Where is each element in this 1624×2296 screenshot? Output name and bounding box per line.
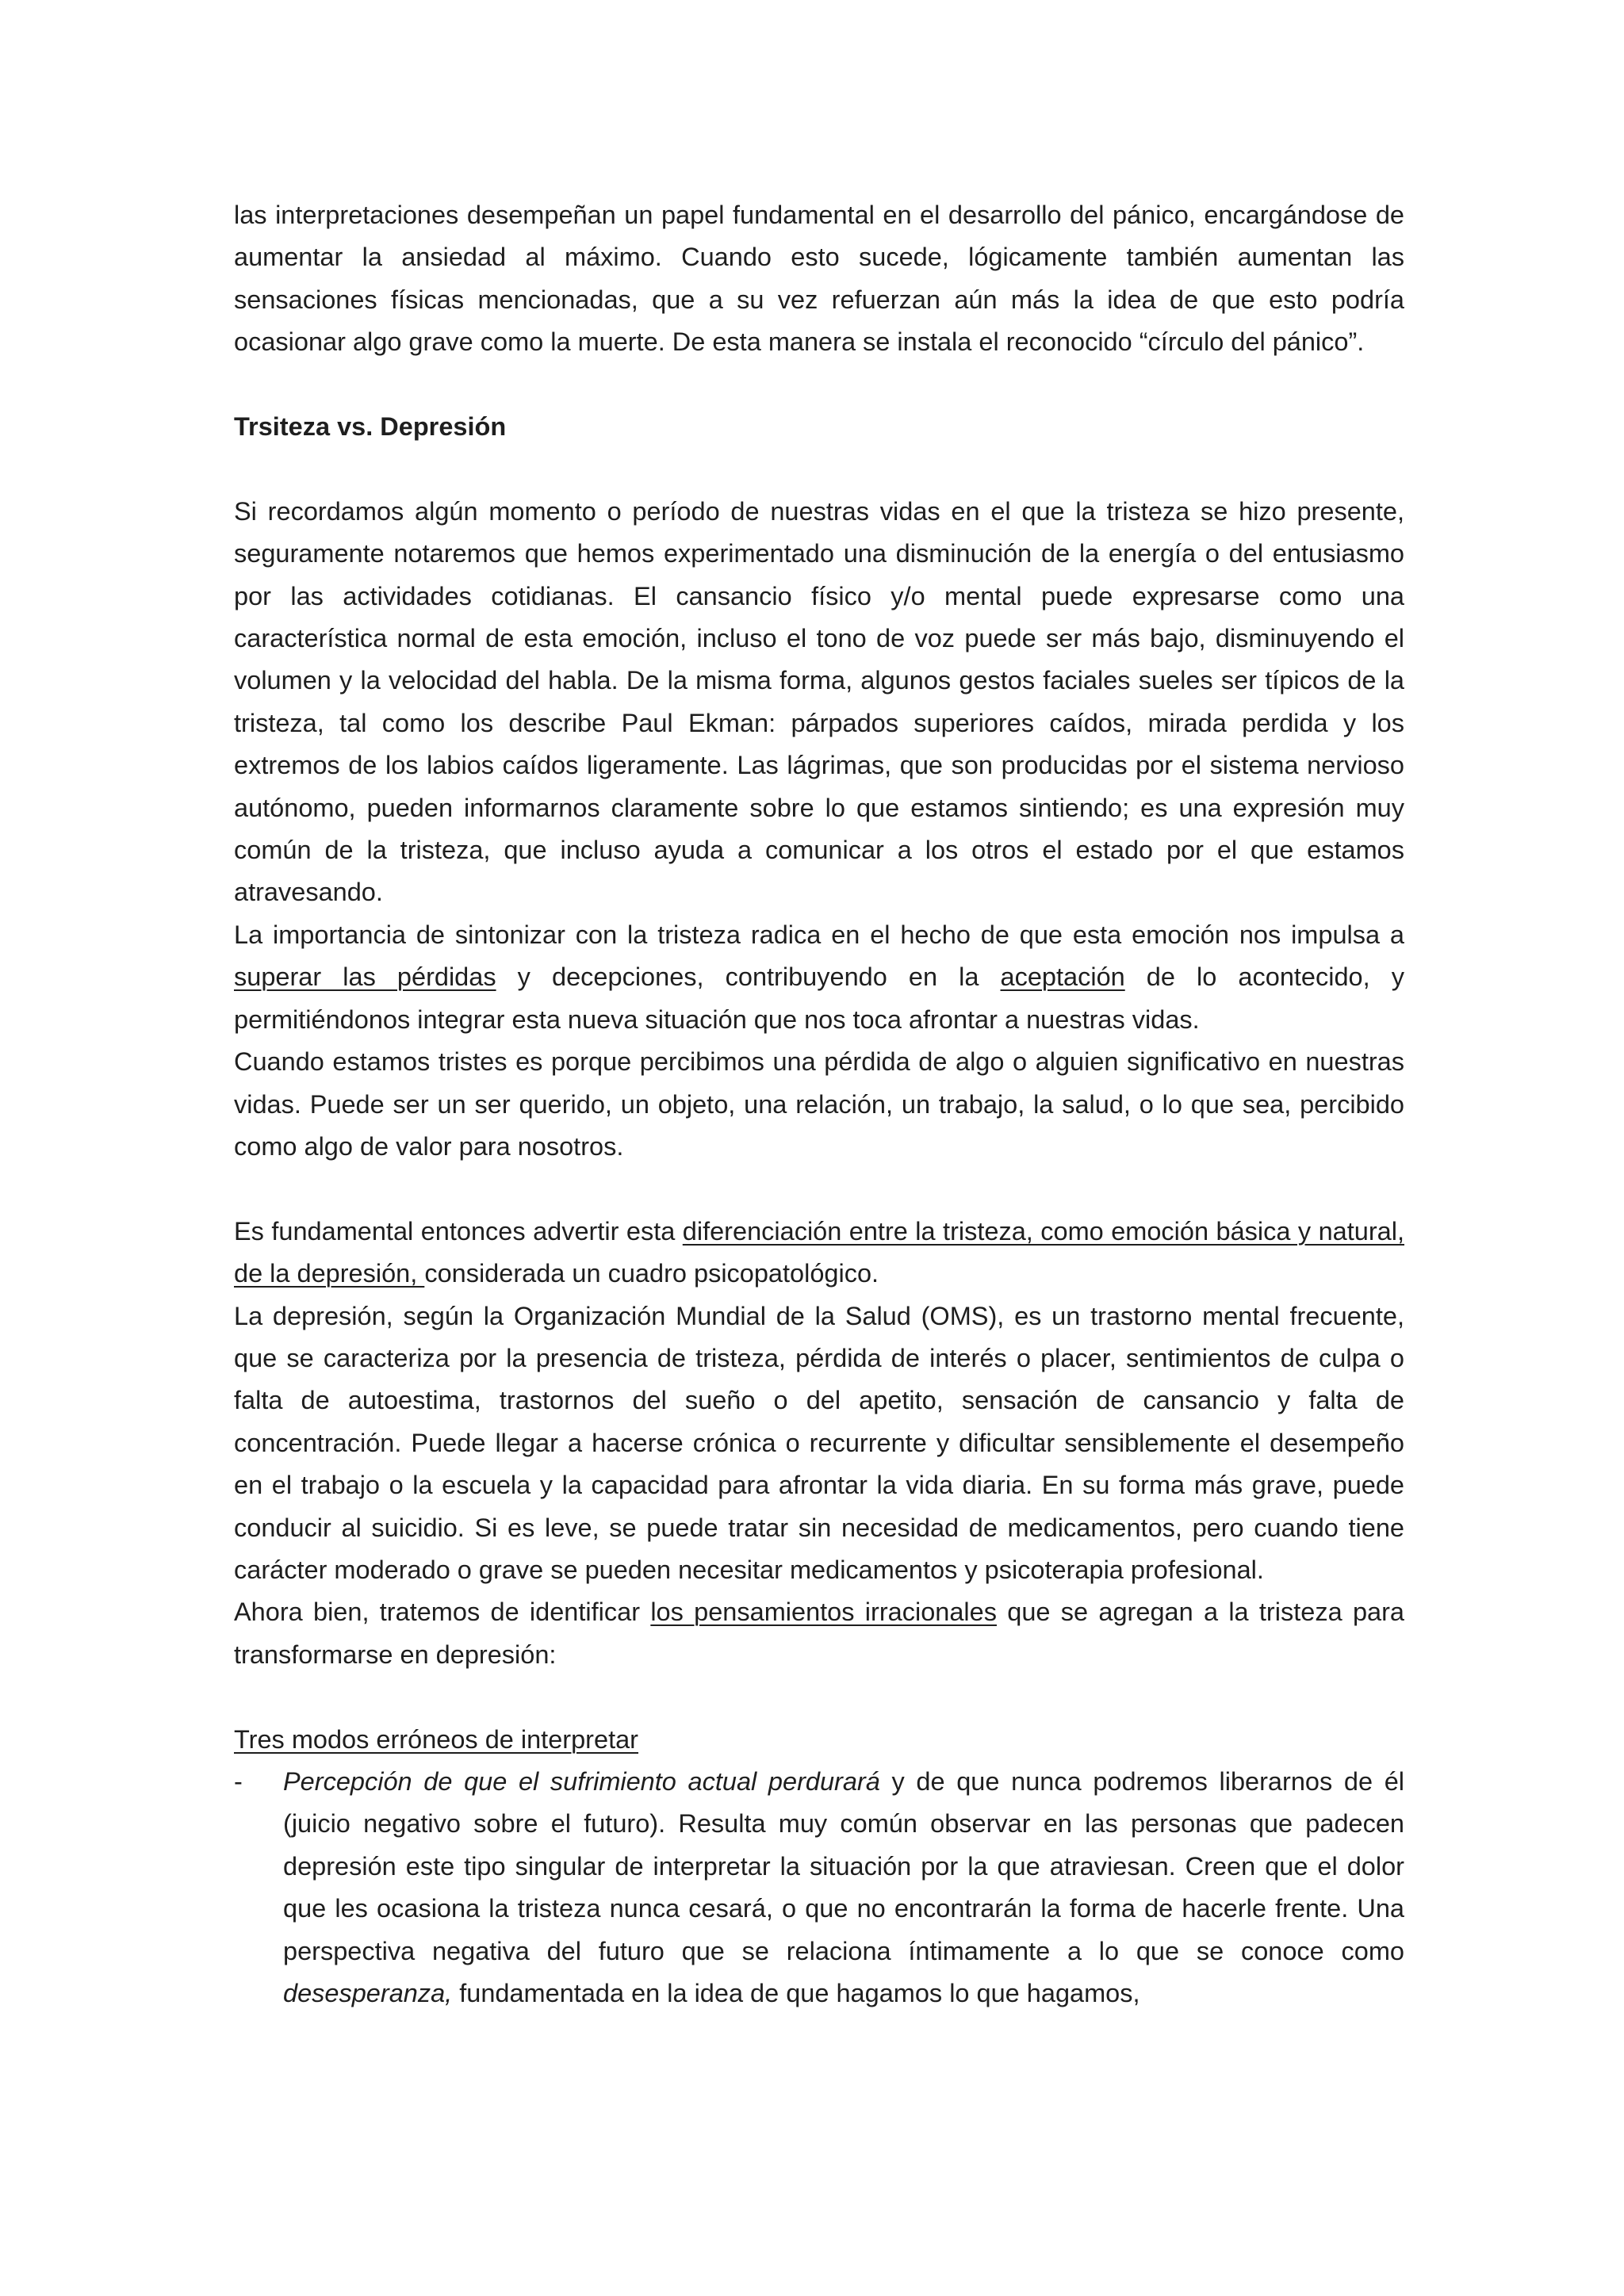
underlined-phrase: superar las pérdidas bbox=[234, 962, 496, 992]
paragraph-importancia bbox=[234, 914, 1404, 1041]
paragraph-tristeza: Si recordamos algún momento o período de nuestras vidas en el que la tristeza se hizo presente, seguramente notaremos que hemos experimentado una disminución de la energía o del entusiasmo por las actividades cotidianas. El cansancio físico y/o mental puede expresarse como una característica normal de esta emoción, incluso el tono de voz puede ser más bajo, disminuyendo el volumen y la velocidad del habla. De la misma forma, algunos gestos faciales sueles ser típicos de la tristeza, tal como los describe Paul Ekman: párpados superiores caídos, mirada perdida y los extremos de los labios caídos ligeramente. Las lágrimas, que son producidas por el sistema nervioso autónomo, pueden informarnos claramente sobre lo que estamos sintiendo; es una expresión muy común de la tristeza, que incluso ayuda a comunicar a los otros el estado por el que estamos atravesando. bbox=[234, 496, 1404, 907]
paragraph-spacer bbox=[234, 364, 1404, 406]
text-run: Es fundamental entonces advertir esta bbox=[234, 1216, 683, 1246]
paragraph-cuando: Cuando estamos tristes es porque percibimos una pérdida de algo o alguien significativo en nuestras vidas. Puede ser un ser querido, un objeto, una relación, un trabajo, la salud, o lo que sea, percibido como algo de valor para nosotros. bbox=[234, 1047, 1404, 1161]
paragraph-fundamental bbox=[234, 1211, 1404, 1295]
text-run: La importancia de sintonizar con la tristeza radica en el hecho de que esta emoción nos impulsa a bbox=[234, 920, 1404, 949]
paragraph-spacer bbox=[234, 1676, 1404, 1718]
bullet-list bbox=[234, 1761, 1404, 2015]
paragraph-depresion: La depresión, según la Organización Mundial de la Salud (OMS), es un trastorno mental frecuente, que se caracteriza por la presencia de tristeza, pérdida de interés o placer, sentimientos de culpa o falta de autoestima, trastornos del sueño o del apetito, sensación de cansancio y falta de concentración. Puede llegar a hacerse crónica o recurrente y dificultar sensiblemente el desempeño en el trabajo o la escuela y la capacidad para afrontar la vida diaria. En su forma más grave, puede conducir al suicidio. Si es leve, se puede tratar sin necesidad de medicamentos, pero cuando tiene carácter moderado o grave se pueden necesitar medicamentos y psicoterapia profesional. bbox=[234, 1301, 1404, 1584]
paragraph-ahora bbox=[234, 1591, 1404, 1676]
underlined-phrase: diferenciación entre la tristeza, como emoción básica y natural, de la depresión, bbox=[234, 1216, 1405, 1288]
section-heading: Trsiteza vs. Depresión bbox=[234, 412, 507, 442]
italic-phrase: Percepción de que el sufrimiento actual perdurará bbox=[283, 1766, 880, 1796]
text-run: que se agregan a la tristeza para transformarse en depresión: bbox=[234, 1598, 1404, 1669]
paragraph-spacer bbox=[234, 448, 1404, 490]
text-run: y decepciones, contribuyendo en la bbox=[496, 962, 1001, 992]
text-run: y de que nunca podremos liberarnos de él (juicio negativo sobre el futuro). Resulta muy común observar en las personas que padecen depresión este tipo singular de interpretar la situación por la que atraviesan. Creen que el dolor que les ocasiona la tristeza nunca cesará, o que no encontrarán la forma de hacerle frente. Una perspectiva negativa del futuro que se relaciona íntimamente a lo que se conoce como bbox=[283, 1766, 1405, 1965]
subheading-underlined: Tres modos erróneos de interpretar bbox=[234, 1724, 639, 1754]
dash-bullet: - bbox=[234, 1766, 243, 1796]
document-page bbox=[234, 194, 1404, 2015]
paragraph-spacer bbox=[234, 1168, 1404, 1210]
text-run: considerada un cuadro psicopatológico. bbox=[424, 1259, 879, 1288]
text-run: fundamentada en la idea de que hagamos lo que hagamos, bbox=[452, 1979, 1140, 2007]
underlined-phrase: aceptación bbox=[1000, 962, 1125, 992]
list-item bbox=[234, 1761, 1404, 2015]
text-run: Ahora bien, tratemos de identificar bbox=[234, 1598, 651, 1627]
paragraph-panic: las interpretaciones desempeñan un papel fundamental en el desarrollo del pánico, encargándose de aumentar la ansiedad al máximo. Cuando esto sucede, lógicamente también aumentan las sensaciones físicas mencionadas, que a su vez refuerzan aún más la idea de que esto podría ocasionar algo grave como la muerte. De esta manera se instala el reconocido “círculo del pánico”. bbox=[234, 201, 1404, 357]
italic-phrase: desesperanza, bbox=[283, 1979, 453, 2007]
text-run: de lo acontecido, y permitiéndonos integrar esta nueva situación que nos toca afrontar a nuestras vidas. bbox=[234, 962, 1404, 1034]
underlined-phrase: los pensamientos irracionales bbox=[650, 1598, 997, 1627]
